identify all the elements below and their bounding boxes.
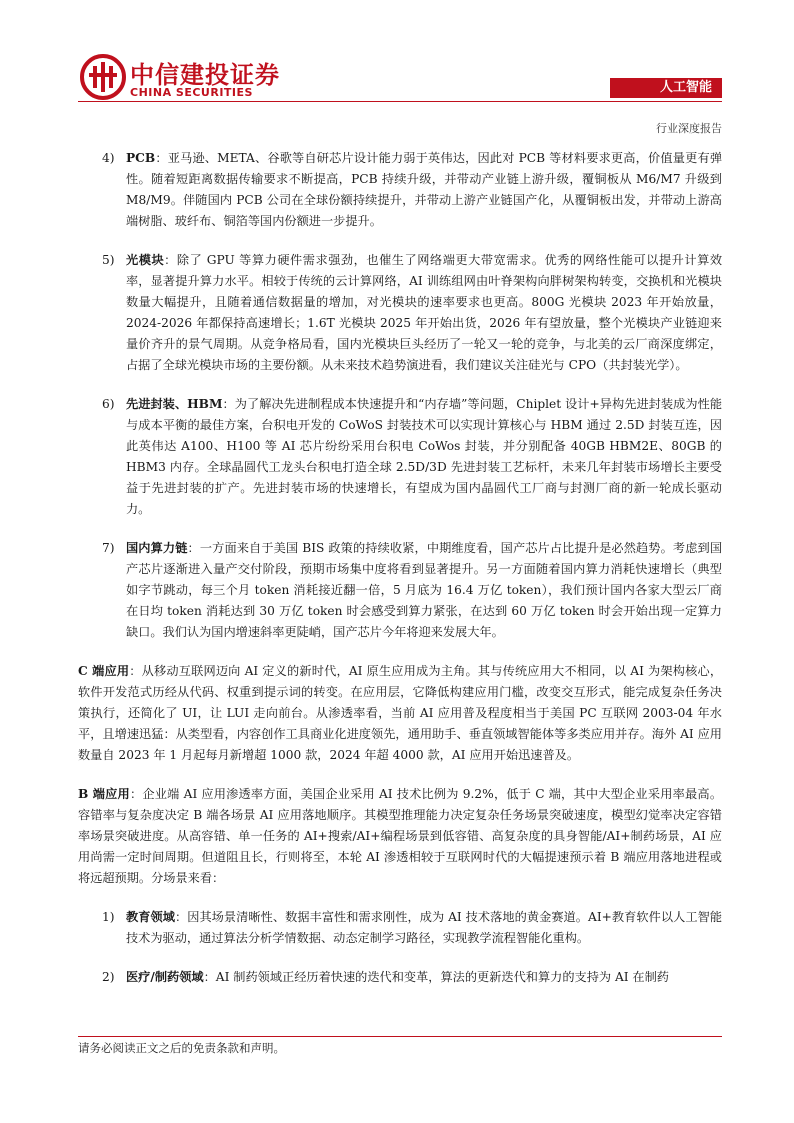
item-separator: ：: [164, 253, 177, 267]
section-tag: 人工智能: [610, 78, 722, 98]
item-text: 除了 GPU 等算力硬件需求强劲，也催生了网络端更大带宽需求。优秀的网络性能可以提升计算效率，显著提升算力水平。相较于传统的云计算网络，AI 训练组网由叶脊架构向胖树架构转变，交换机和光模块数量大幅提升，且随着通信数据量的增加，对光模块的速率要求也更高。800G 光模块 2023 年开始放量，2024-2026 年都保持高速增长；1.6T 光模块 2025 年开始出货，2026 年有望放量，整个光模块产业链迎来量价齐升的景气周期。从竞争格局看，国内光模块巨头经历了一轮又一轮的竞争，与北美的云厂商深度绑定，占据了全球光模块市场的主要份额。从未来技术趋势演进看，我们建议关注硅光与 CPO（共封装光学）。: [126, 253, 723, 372]
paragraph-separator: ：: [129, 664, 142, 678]
brand-name-cn: 中信建投证券: [130, 61, 280, 89]
item-separator: ：: [187, 541, 200, 555]
item-separator: ：: [222, 397, 235, 411]
item-number: 4): [102, 151, 115, 165]
brand-name-en: CHINA SECURITIES: [130, 86, 253, 99]
main-content: [78, 148, 722, 1006]
page-header: [0, 0, 794, 140]
paragraph-separator: ：: [129, 787, 143, 801]
item-text: 一方面来自于美国 BIS 政策的持续收紧，中期维度看，国产芯片占比提升是必然趋势。考虑到国产芯片逐渐进入量产交付阶段，预期市场集中度将看到显著提升。另一方面随着国内算力消耗快速增长（典型如字节跳动，每三个月 token 消耗接近翻一倍，5 月底为 16.4 万亿 token），我们预计国内各家大型云厂商在日均 token 消耗达到 30 万亿 token 时会感受到算力紧张，在达到 60 万亿 token 时会开始出现一定算力缺口。我们认为国内增速斜率更陡峭，国产芯片今年将迎来发展大年。: [126, 541, 723, 639]
footer-divider: [78, 1036, 722, 1037]
paragraph-title: B 端应用: [78, 787, 130, 801]
footer-disclaimer: 请务必阅读正文之后的免责条款和声明。: [78, 1041, 285, 1055]
paragraph-b-end: [78, 784, 722, 889]
list-item: [78, 538, 722, 643]
item-text: 因其场景清晰性、数据丰富性和需求刚性，成为 AI 技术落地的黄金赛道。AI+教育软件以人工智能技术为驱动，通过算法分析学情数据、动态定制学习路径，实现教学流程智能化重构。: [126, 910, 723, 945]
item-title: PCB: [126, 151, 156, 165]
item-number: 1): [102, 910, 115, 924]
item-number: 5): [102, 253, 115, 267]
item-title: 医疗/制药领域: [126, 970, 204, 984]
list-item: [78, 394, 722, 520]
citic-logo-icon: [80, 54, 126, 100]
item-title: 先进封装、HBM: [126, 397, 223, 411]
item-title: 教育领域: [126, 910, 175, 924]
list-item: [78, 148, 722, 232]
list-item: [78, 250, 722, 376]
report-type: 行业深度报告: [656, 122, 722, 135]
item-separator: ：: [155, 151, 168, 165]
item-text: AI 制药领域正经历着快速的迭代和变革，算法的更新迭代和算力的支持为 AI 在制药: [215, 970, 669, 984]
header-divider: [78, 101, 722, 102]
paragraph-c-end: [78, 661, 722, 766]
item-text: 为了解决先进制程成本快速提升和“内存墙”等问题，Chiplet 设计+异构先进封装成为性能与成本平衡的最佳方案，台积电开发的 CoWoS 封装技术可以实现计算核心与 HBM 通过 2.5D 封装互连，因此英伟达 A100、H100 等 AI 芯片纷纷采用台积电 CoWos 封装，并分别配备 40GB HBM2E、80GB 的 HBM3 内存。全球晶圆代工龙头台积电打造全球 2.5D/3D 先进封装工艺标杆，未来几年封装市场增长主要受益于先进封装的扩产。先进封装市场的快速增长，有望成为国内晶圆代工厂商与封测厂商的新一轮成长驱动力。: [126, 397, 723, 516]
list-item: [78, 967, 722, 988]
item-separator: ：: [174, 910, 188, 924]
list-item: [78, 907, 722, 949]
item-number: 7): [102, 541, 115, 555]
item-number: 2): [102, 970, 115, 984]
item-text: 亚马逊、META、谷歌等自研芯片设计能力弱于英伟达，因此对 PCB 等材料要求更高，价值量更有弹性。随着短距离数据传输要求不断提高，PCB 持续升级，并带动产业链上游升级，覆铜板从 M6/M7 升级到 M8/M9。伴随国内 PCB 公司在全球份额持续提升，并带动上游产业链国产化，从覆铜板出发，并带动上游高端树脂、玻纤布、铜箔等国内份额进一步提升。: [126, 151, 723, 228]
item-separator: ：: [203, 970, 216, 984]
item-number: 6): [102, 397, 115, 411]
paragraph-title: C 端应用: [78, 664, 130, 678]
paragraph-text: 企业端 AI 应用渗透率方面，美国企业采用 AI 技术比例为 9.2%，低于 C 端，其中大型企业采用率最高。容错率与复杂度决定 B 端各场景 AI 应用落地顺序。其模型推理能力决定复杂任务场景突破速度，模型幻觉率决定容错率场景突破进度。从高容错、单一任务的 AI+搜索/AI+编程场景到低容错、高复杂度的具身智能/AI+制药场景，AI 应用尚需一定时间周期。但道阻且长，行则将至，本轮 AI 渗透相较于互联网时代的大幅提速预示着 B 端应用落地进程或将远超预期。分场景来看：: [78, 787, 723, 885]
item-title: 光模块: [126, 253, 165, 267]
item-title: 国内算力链: [126, 541, 188, 555]
paragraph-text: 从移动互联网迈向 AI 定义的新时代，AI 原生应用成为主角。其与传统应用大不相同，以 AI 为架构核心，软件开发范式历经从代码、权重到提示词的转变。在应用层，它降低构建应用门槛，改变交互形式，能完成复杂任务决策执行，还简化了 UI，让 LUI 走向前台。从渗透率看，当前 AI 应用普及程度相当于美国 PC 互联网 2003-04 年水平，且增速迅猛：从类型看，内容创作工具商业化进度领先，通用助手、垂直领域智能体等多类应用并存。海外 AI 应用数量自 2023 年 1 月起每月新增超 1000 款，2024 年超 4000 款，AI 应用开始迅速普及。: [78, 664, 723, 762]
